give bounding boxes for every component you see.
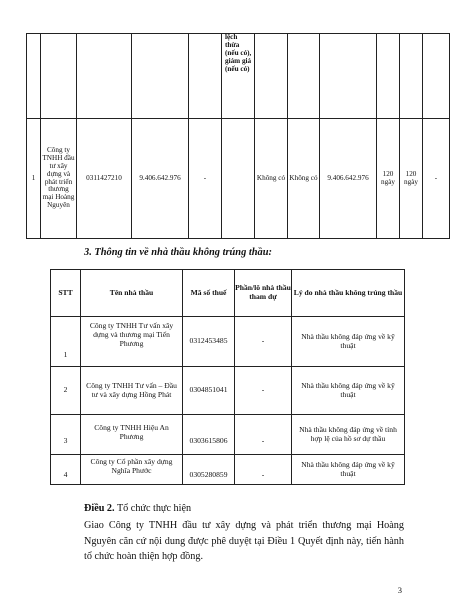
page-number: 3 bbox=[397, 585, 402, 595]
tax-code-cell: 0311427210 bbox=[77, 119, 132, 239]
col6-cell: Không có bbox=[255, 119, 288, 239]
article-2-paragraph: Giao Công ty TNHH đầu tư xây dựng và phát triển thương mại Hoàng Nguyên căn cứ nội dung được phê duyệt tại Điều 1 Quyết định này, tiến hành tổ chức hoàn thiện hợp đồng. bbox=[84, 520, 404, 562]
table-row: 2 Công ty TNHH Tư vấn – Đầu tư và xây dựng Hồng Phát 0304851041 - Nhà thầu không đáp ứng về kỹ thuật bbox=[51, 367, 405, 415]
table-row bbox=[27, 119, 450, 239]
stt-cell: 1 bbox=[27, 119, 41, 239]
header-stt: STT bbox=[51, 270, 81, 317]
section-3-title: 3. Thông tin về nhà thầu không trúng thầu: bbox=[84, 247, 272, 258]
header-reason: Lý do nhà thầu không trúng thầu bbox=[292, 270, 405, 317]
final-price-cell: 9.406.642.976 bbox=[320, 119, 377, 239]
article-2-title: Tổ chức thực hiện bbox=[116, 503, 192, 514]
table-row bbox=[27, 34, 450, 119]
col10-cell: 120 ngày bbox=[400, 119, 423, 239]
header-lot: Phần/lô nhà thầu tham dự bbox=[235, 270, 292, 317]
article-2-label: Điều 2. bbox=[84, 503, 115, 514]
unsuccessful-bidders-table bbox=[50, 269, 405, 485]
col7-cell: Không có bbox=[288, 119, 320, 239]
col9-cell: 120 ngày bbox=[377, 119, 400, 239]
table-row: 3 Công ty TNHH Hiệu An Phương 0303615806 - Nhà thầu không đáp ứng về tính hợp lệ của hồ sơ dự thầu bbox=[51, 415, 405, 455]
bid-price-cell: 9.406.642.976 bbox=[132, 119, 189, 239]
table-row: 1 Công ty TNHH Tư vấn xây dựng và thương mại Tiến Phương 0312453485 - Nhà thầu không đáp ứng về kỹ thuật bbox=[51, 317, 405, 367]
col11-cell: - bbox=[423, 119, 450, 239]
award-result-table bbox=[26, 33, 450, 239]
article-2-heading bbox=[84, 503, 191, 514]
col4-cell: - bbox=[189, 119, 222, 239]
header-name: Tên nhà thầu bbox=[81, 270, 183, 317]
contractor-name-cell: Công ty TNHH đầu tư xây dựng và phát triển thương mại Hoàng Nguyên bbox=[41, 119, 77, 239]
table-header-row bbox=[51, 270, 405, 317]
header-tax: Mã số thuế bbox=[183, 270, 235, 317]
table-row: 4 Công ty Cổ phần xây dựng Nghĩa Phước 0305280859 - Nhà thầu không đáp ứng về kỹ thuật bbox=[51, 455, 405, 485]
header-fragment: lệch thừa (nếu có), giảm giá (nếu có) bbox=[222, 34, 255, 119]
